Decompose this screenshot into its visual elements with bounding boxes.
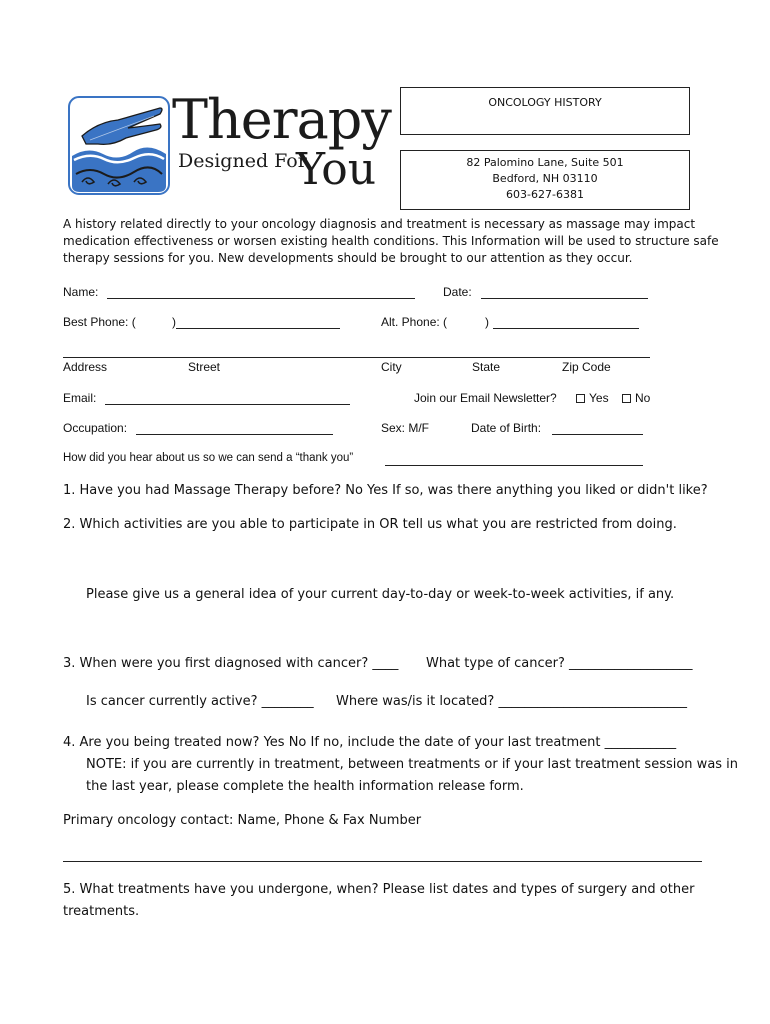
- question-2: 2. Which activities are you able to participate in OR tell us what you are restricted from doing.: [63, 517, 677, 532]
- dob-label: Date of Birth:: [471, 421, 542, 435]
- logo-you-word: You: [296, 144, 377, 195]
- newsletter-label: Join our Email Newsletter?: [414, 391, 557, 405]
- logo: [68, 88, 391, 196]
- email-field[interactable]: [105, 404, 350, 405]
- question-3-cancer-type: What type of cancer? ___________________: [426, 656, 693, 671]
- alt-phone-label: Alt. Phone: (: [381, 315, 448, 329]
- date-label: Date:: [443, 285, 472, 299]
- title-box: [400, 87, 690, 135]
- newsletter-yes-checkbox[interactable]: [576, 394, 585, 403]
- occupation-label: Occupation:: [63, 421, 128, 435]
- newsletter-no-label: No: [635, 391, 651, 405]
- intro-line-2: medication effectiveness or worsen existing health conditions. This Information will be used to structure safe: [63, 234, 719, 248]
- zip-label: Zip Code: [562, 360, 611, 374]
- address-line-2: Bedford, NH 03110: [492, 172, 598, 185]
- phone-number: 603-627-6381: [506, 188, 584, 201]
- best-phone-field[interactable]: [176, 328, 340, 329]
- page-title: ONCOLOGY HISTORY: [488, 96, 602, 109]
- address-box: [400, 150, 690, 210]
- address-label: Address: [63, 360, 108, 374]
- referral-label: How did you hear about us so we can send a “thank you”: [63, 452, 354, 464]
- hand-over-waves-logo-icon: [68, 96, 170, 196]
- referral-field[interactable]: [385, 465, 643, 466]
- question-1: 1. Have you had Massage Therapy before? No Yes If so, was there anything you liked or didn't like?: [63, 483, 708, 498]
- address-field[interactable]: [63, 357, 650, 358]
- question-3-diagnosed: 3. When were you first diagnosed with cancer? ____: [63, 656, 399, 671]
- name-field[interactable]: [107, 298, 415, 299]
- logo-designed-for-text: Designed For: [178, 150, 307, 172]
- question-3-location: Where was/is it located? _____________________________: [336, 694, 687, 709]
- question-2-activities: Please give us a general idea of your current day-to-day or week-to-week activities, if any.: [86, 587, 675, 602]
- occupation-field[interactable]: [136, 434, 333, 435]
- alt-phone-field[interactable]: [493, 328, 639, 329]
- name-label: Name:: [63, 285, 99, 299]
- newsletter-no-checkbox[interactable]: [622, 394, 631, 403]
- newsletter-yes-label: Yes: [589, 391, 609, 405]
- date-field[interactable]: [481, 298, 648, 299]
- question-4: 4. Are you being treated now? Yes No If no, include the date of your last treatment ___________: [63, 735, 677, 750]
- newsletter-no-option[interactable]: [622, 391, 650, 405]
- email-label: Email:: [63, 391, 97, 405]
- question-5-line-2: treatments.: [63, 904, 140, 919]
- primary-contact-field[interactable]: [63, 861, 702, 862]
- city-label: City: [381, 360, 402, 374]
- dob-field[interactable]: [552, 434, 643, 435]
- primary-contact-label: Primary oncology contact: Name, Phone & Fax Number: [63, 813, 422, 828]
- question-3-active: Is cancer currently active? ________: [86, 694, 314, 709]
- intro-line-1: A history related directly to your oncology diagnosis and treatment is necessary as massage may impact: [63, 217, 696, 231]
- street-label: Street: [188, 360, 221, 374]
- state-label: State: [472, 360, 501, 374]
- logo-therapy-word: Therapy: [172, 88, 391, 151]
- newsletter-yes-option[interactable]: [576, 391, 609, 405]
- sex-label: Sex: M/F: [381, 421, 430, 435]
- question-5-line-1: 5. What treatments have you undergone, when? Please list dates and types of surgery and other: [63, 882, 695, 897]
- best-phone-close-paren: ): [172, 315, 176, 329]
- address-line-1: 82 Palomino Lane, Suite 501: [466, 156, 624, 169]
- best-phone-label: Best Phone: (: [63, 315, 136, 329]
- question-4-note-line-2: the last year, please complete the health information release form.: [86, 779, 524, 794]
- intro-line-3: therapy sessions for you. New developments should be brought to our attention as they occur.: [63, 251, 633, 265]
- alt-phone-close-paren: ): [485, 315, 489, 329]
- question-4-note-line-1: NOTE: if you are currently in treatment, between treatments or if your last treatment session was in: [86, 757, 739, 772]
